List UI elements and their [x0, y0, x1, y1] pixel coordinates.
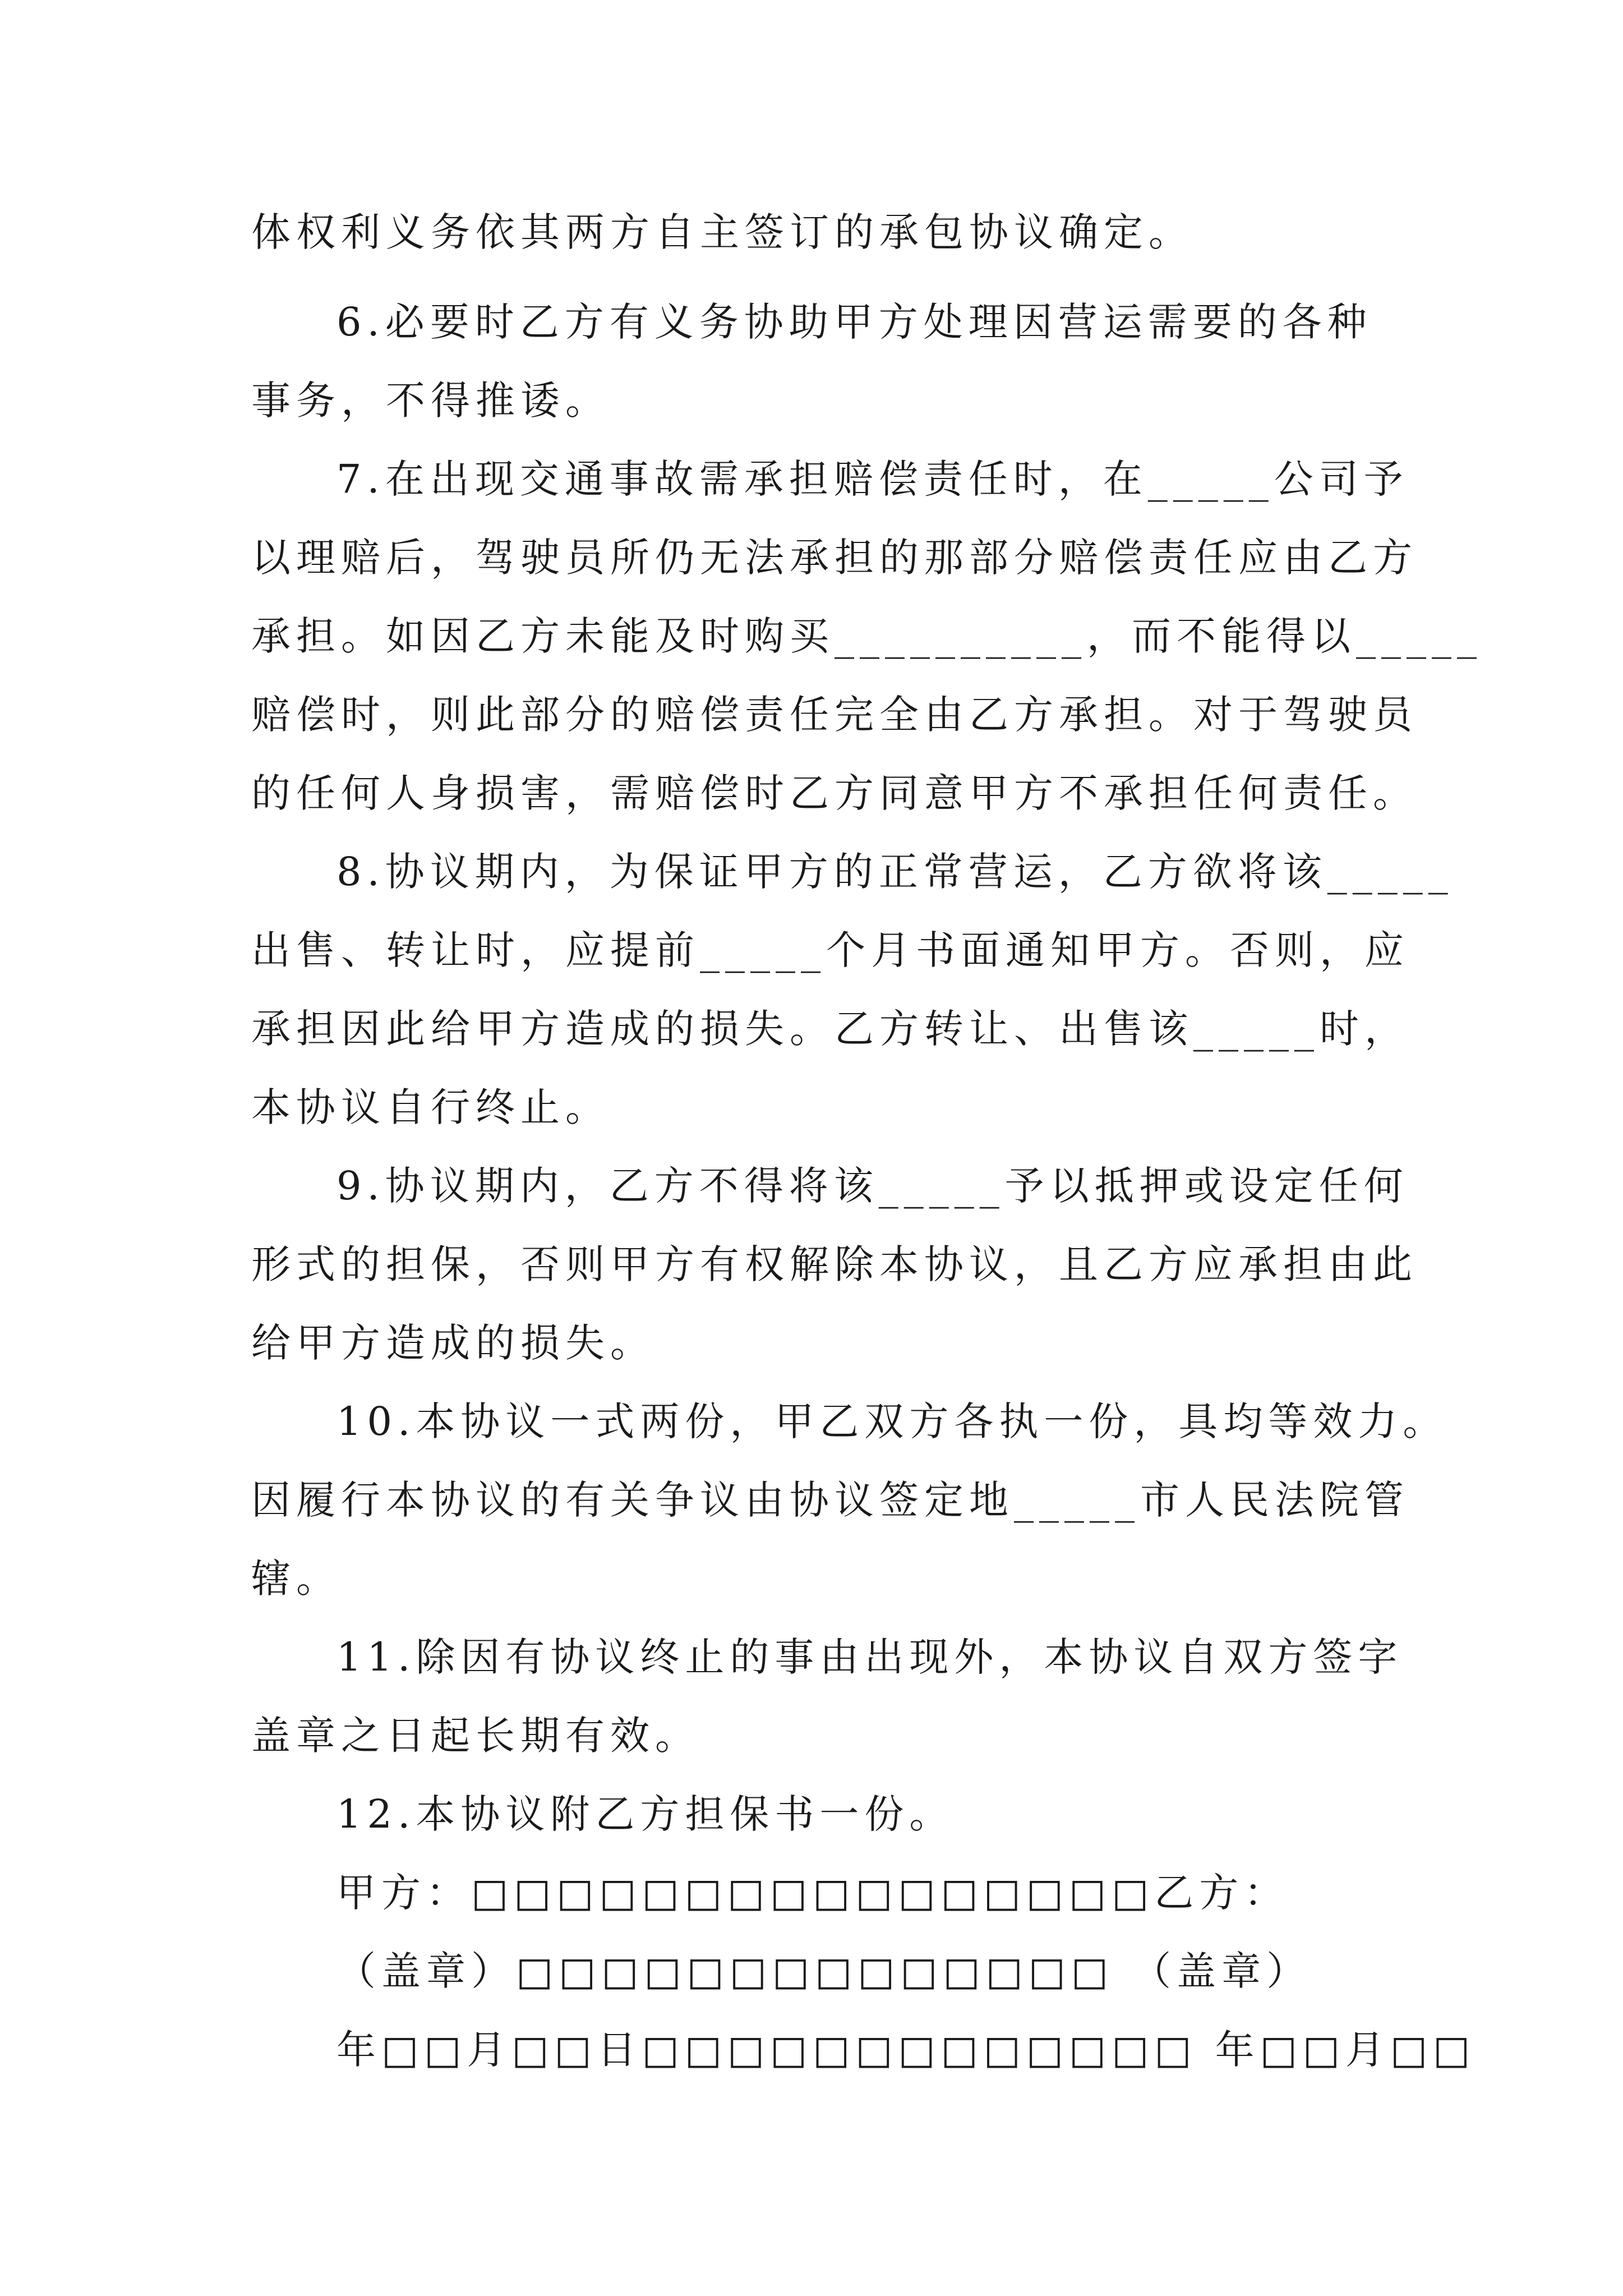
text-line: 甲方：□□□□□□□□□□□□□□□□乙方：: [336, 1870, 1289, 1916]
text-line: 事务，不得推诿。: [251, 378, 610, 424]
text-line: 10.本协议一式两份，甲乙双方各执一份，具均等效力。: [336, 1398, 1448, 1444]
text-line: 8.协议期内，为保证甲方的正常营运，乙方欲将该_____: [336, 849, 1454, 895]
text-line: 7.在出现交通事故需承担赔偿责任时，在_____公司予: [336, 456, 1409, 502]
text-line: 9.协议期内，乙方不得将该_____予以抵押或设定任何: [336, 1163, 1409, 1209]
text-line: 的任何人身损害，需赔偿时乙方同意甲方不承担任何责任。: [251, 770, 1418, 816]
text-line: 年□□月□□日□□□□□□□□□□□□□ 年□□月□□: [336, 2027, 1476, 2073]
text-line: 11.除因有协议终止的事由出现外，本协议自双方签字: [336, 1634, 1403, 1680]
text-line: 赔偿时，则此部分的赔偿责任完全由乙方承担。对于驾驶员: [251, 692, 1418, 738]
text-line: 体权利义务依其两方自主签订的承包协议确定。: [251, 209, 1193, 255]
text-line: 承担因此给甲方造成的损失。乙方转让、出售该_____时，: [251, 1006, 1409, 1052]
text-line: 本协议自行终止。: [251, 1084, 610, 1130]
text-line: 12.本协议附乙方担保书一份。: [336, 1791, 955, 1837]
text-line: 出售、转让时，应提前_____个月书面通知甲方。否则，应: [251, 927, 1409, 973]
text-line: 形式的担保，否则甲方有权解除本协议，且乙方应承担由此: [251, 1241, 1418, 1287]
text-line: 给甲方造成的损失。: [251, 1320, 655, 1366]
text-line: （盖章）□□□□□□□□□□□□□□ （盖章）: [336, 1948, 1312, 1994]
text-line: 承担。如因乙方未能及时购买__________，而不能得以_____: [251, 613, 1482, 659]
text-line: 因履行本协议的有关争议由协议签定地_____市人民法院管: [251, 1477, 1409, 1523]
text-line: 以理赔后，驾驶员所仍无法承担的那部分赔偿责任应由乙方: [251, 535, 1418, 581]
text-line: 6.必要时乙方有义务协助甲方处理因营运需要的各种: [336, 299, 1372, 345]
text-line: 辖。: [251, 1556, 341, 1602]
text-line: 盖章之日起长期有效。: [251, 1713, 700, 1759]
